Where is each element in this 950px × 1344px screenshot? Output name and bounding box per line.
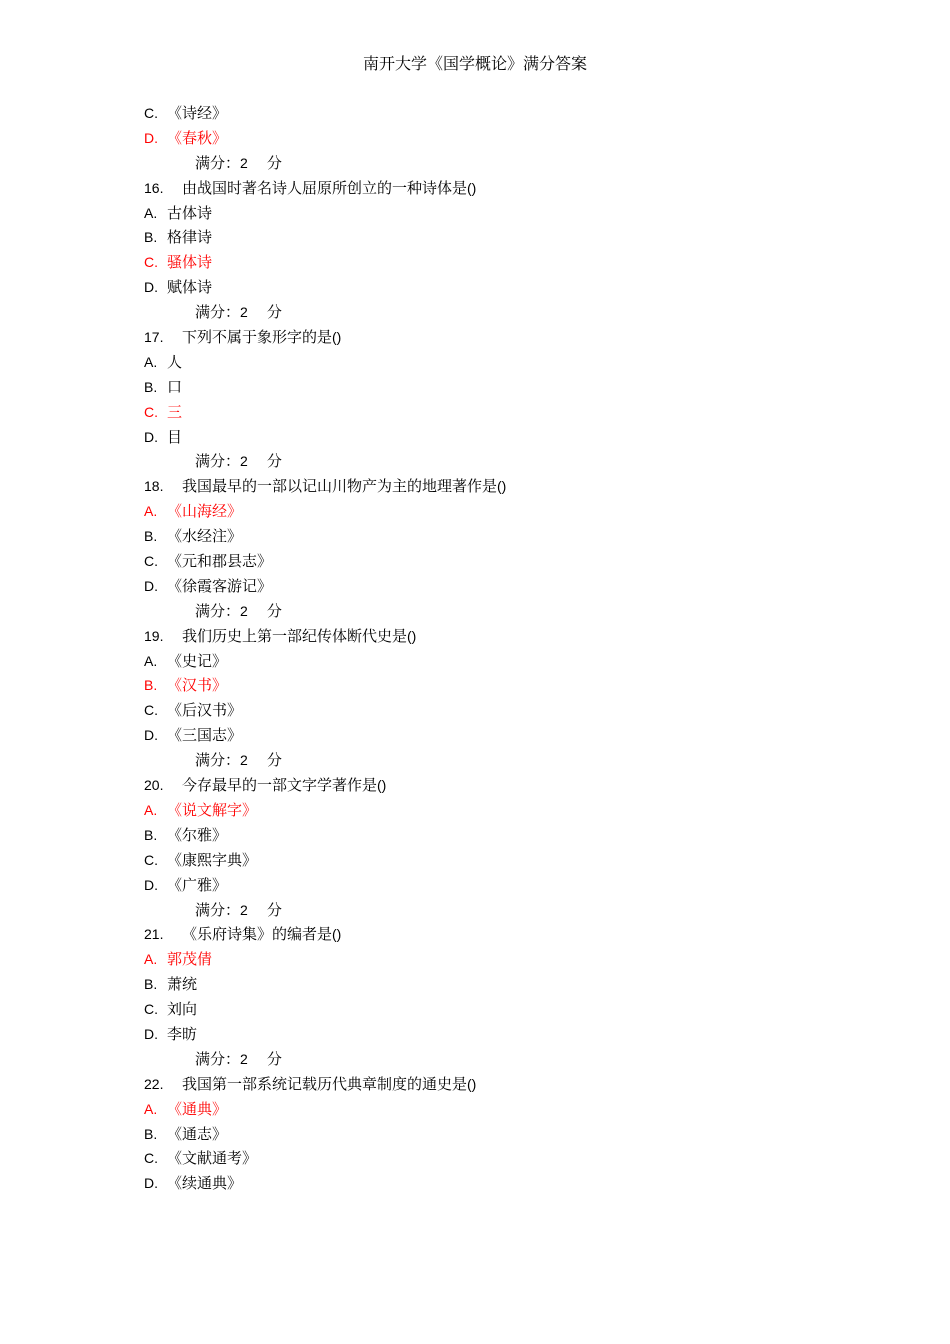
question-text: 下列不属于象形字的是 bbox=[182, 328, 333, 347]
option-letter: B. bbox=[144, 677, 158, 694]
option-letter: C. bbox=[144, 403, 158, 420]
questions-container bbox=[144, 176, 844, 1197]
option-text: 刘向 bbox=[167, 1000, 198, 1019]
score-line bbox=[144, 449, 844, 474]
score-label: 满分： bbox=[195, 601, 241, 620]
option-text: 《广雅》 bbox=[167, 875, 228, 894]
option-letter: B. bbox=[144, 528, 158, 545]
option-letter: C. bbox=[144, 851, 158, 868]
question-list bbox=[144, 101, 844, 1196]
answer-blank: () bbox=[332, 329, 342, 346]
question-text: 今存最早的一部文字学著作是 bbox=[182, 776, 378, 795]
option-text: 格律诗 bbox=[167, 228, 213, 247]
option-text: 口 bbox=[167, 377, 183, 396]
answer-blank: () bbox=[377, 777, 387, 794]
option-letter: A. bbox=[144, 1100, 158, 1117]
option-text: 《水经注》 bbox=[167, 527, 243, 546]
question-number: 17. bbox=[144, 329, 164, 346]
score-value: 2 bbox=[240, 154, 248, 171]
option-letter: B. bbox=[144, 229, 158, 246]
option-text: 《文献通考》 bbox=[167, 1149, 258, 1168]
question-text: 由战国时著名诗人屈原所创立的一种诗体是 bbox=[182, 178, 468, 197]
option-row-correct bbox=[144, 798, 844, 823]
option-letter: D. bbox=[144, 876, 158, 893]
score-label: 满分： bbox=[195, 1049, 241, 1068]
score-unit: 分 bbox=[266, 751, 282, 770]
option-letter: B. bbox=[144, 378, 158, 395]
score-value: 2 bbox=[240, 752, 248, 769]
score-line bbox=[144, 151, 844, 176]
option-row bbox=[144, 1022, 844, 1047]
option-text: 骚体诗 bbox=[167, 253, 213, 272]
score-label: 满分： bbox=[195, 153, 241, 172]
score-unit: 分 bbox=[266, 900, 282, 919]
question-text: 《乐府诗集》的编者是 bbox=[182, 925, 333, 944]
score-unit: 分 bbox=[266, 153, 282, 172]
option-row-correct bbox=[144, 126, 844, 151]
option-letter: D. bbox=[144, 279, 158, 296]
option-row bbox=[144, 1122, 844, 1147]
option-row bbox=[144, 375, 844, 400]
option-row bbox=[144, 101, 844, 126]
option-letter: D. bbox=[144, 428, 158, 445]
option-letter: A. bbox=[144, 652, 158, 669]
page-title: 南开大学《国学概论》满分答案 bbox=[362, 54, 587, 73]
option-letter: B. bbox=[144, 826, 158, 843]
option-row bbox=[144, 524, 844, 549]
option-letter: D. bbox=[144, 129, 158, 146]
score-line bbox=[144, 898, 844, 923]
option-text: 赋体诗 bbox=[167, 278, 213, 297]
question-number: 19. bbox=[144, 627, 164, 644]
option-text: 《诗经》 bbox=[167, 104, 228, 122]
question-stem bbox=[144, 1072, 844, 1097]
question-stem bbox=[144, 624, 844, 649]
option-letter: D. bbox=[144, 1175, 158, 1192]
option-letter: B. bbox=[144, 976, 158, 993]
option-row-correct bbox=[144, 673, 844, 698]
option-row-correct bbox=[144, 400, 844, 425]
score-line bbox=[144, 599, 844, 624]
question-stem bbox=[144, 474, 844, 499]
option-text: 《史记》 bbox=[167, 651, 228, 670]
question-text: 我国最早的一部以记山川物产为主的地理著作是 bbox=[182, 477, 498, 496]
question-stem bbox=[144, 922, 844, 947]
option-row-correct bbox=[144, 499, 844, 524]
score-label: 满分： bbox=[195, 900, 241, 919]
option-letter: A. bbox=[144, 951, 158, 968]
option-row bbox=[144, 698, 844, 723]
option-row bbox=[144, 1146, 844, 1171]
score-unit: 分 bbox=[266, 452, 282, 471]
option-text: 《康熙字典》 bbox=[167, 850, 258, 869]
option-row-correct bbox=[144, 1097, 844, 1122]
answer-blank: () bbox=[332, 926, 342, 943]
question-number: 22. bbox=[144, 1075, 164, 1092]
option-row bbox=[144, 997, 844, 1022]
option-row bbox=[144, 350, 844, 375]
option-letter: C. bbox=[144, 254, 158, 271]
option-letter: C. bbox=[144, 105, 158, 121]
option-letter: C. bbox=[144, 1001, 158, 1018]
option-letter: C. bbox=[144, 1150, 158, 1167]
answer-blank: () bbox=[467, 1075, 477, 1092]
answer-blank: () bbox=[407, 627, 417, 644]
option-letter: C. bbox=[144, 702, 158, 719]
score-label: 满分： bbox=[195, 452, 241, 471]
option-text: 古体诗 bbox=[167, 203, 213, 222]
question-number: 20. bbox=[144, 777, 164, 794]
answer-blank: () bbox=[467, 179, 477, 196]
question-stem bbox=[144, 773, 844, 798]
score-label: 满分： bbox=[195, 751, 241, 770]
score-line bbox=[144, 1047, 844, 1072]
option-letter: D. bbox=[144, 1025, 158, 1042]
option-row-correct bbox=[144, 947, 844, 972]
question-stem bbox=[144, 176, 844, 201]
score-value: 2 bbox=[240, 453, 248, 470]
option-row bbox=[144, 225, 844, 250]
option-row bbox=[144, 873, 844, 898]
option-text: 《续通典》 bbox=[167, 1174, 243, 1193]
option-letter: B. bbox=[144, 1125, 158, 1142]
option-text: 《尔雅》 bbox=[167, 825, 228, 844]
option-letter: D. bbox=[144, 727, 158, 744]
score-line bbox=[144, 300, 844, 325]
score-value: 2 bbox=[240, 1050, 248, 1067]
score-value: 2 bbox=[240, 901, 248, 918]
option-text: 目 bbox=[167, 427, 183, 446]
option-letter: C. bbox=[144, 553, 158, 570]
option-text: 《通典》 bbox=[167, 1099, 228, 1118]
option-text: 萧统 bbox=[167, 975, 198, 994]
option-row bbox=[144, 823, 844, 848]
option-row bbox=[144, 723, 844, 748]
option-row-correct bbox=[144, 250, 844, 275]
question-stem bbox=[144, 325, 844, 350]
option-row bbox=[144, 649, 844, 674]
option-text: 李昉 bbox=[167, 1024, 198, 1043]
question-text: 我们历史上第一部纪传体断代史是 bbox=[182, 626, 408, 645]
option-row bbox=[144, 1171, 844, 1196]
option-text: 《元和郡县志》 bbox=[167, 552, 273, 571]
option-text: 《三国志》 bbox=[167, 726, 243, 745]
score-value: 2 bbox=[240, 304, 248, 321]
option-text: 《春秋》 bbox=[167, 128, 228, 147]
question-number: 18. bbox=[144, 478, 164, 495]
score-value: 2 bbox=[240, 602, 248, 619]
option-letter: A. bbox=[144, 204, 158, 221]
option-text: 人 bbox=[167, 352, 183, 371]
option-text: 《汉书》 bbox=[167, 676, 228, 695]
question-number: 16. bbox=[144, 179, 164, 196]
score-unit: 分 bbox=[266, 1049, 282, 1068]
option-text: 三 bbox=[167, 402, 183, 421]
option-row bbox=[144, 549, 844, 574]
option-row bbox=[144, 201, 844, 226]
question-number: 21. bbox=[144, 926, 164, 943]
option-text: 《说文解字》 bbox=[167, 800, 258, 819]
option-letter: A. bbox=[144, 353, 158, 370]
option-row bbox=[144, 574, 844, 599]
option-text: 《通志》 bbox=[167, 1124, 228, 1143]
option-letter: D. bbox=[144, 577, 158, 594]
answer-blank: () bbox=[497, 478, 507, 495]
option-letter: A. bbox=[144, 801, 158, 818]
option-row bbox=[144, 972, 844, 997]
score-line bbox=[144, 748, 844, 773]
score-label: 满分： bbox=[195, 303, 241, 322]
option-text: 郭茂倩 bbox=[167, 950, 213, 969]
score-unit: 分 bbox=[266, 303, 282, 322]
option-row bbox=[144, 275, 844, 300]
option-letter: A. bbox=[144, 503, 158, 520]
option-row bbox=[144, 425, 844, 450]
option-text: 《山海经》 bbox=[167, 502, 243, 521]
question-text: 我国第一部系统记载历代典章制度的通史是 bbox=[182, 1074, 468, 1093]
option-text: 《徐霞客游记》 bbox=[167, 576, 273, 595]
option-text: 《后汉书》 bbox=[167, 701, 243, 720]
option-row bbox=[144, 848, 844, 873]
score-unit: 分 bbox=[266, 601, 282, 620]
